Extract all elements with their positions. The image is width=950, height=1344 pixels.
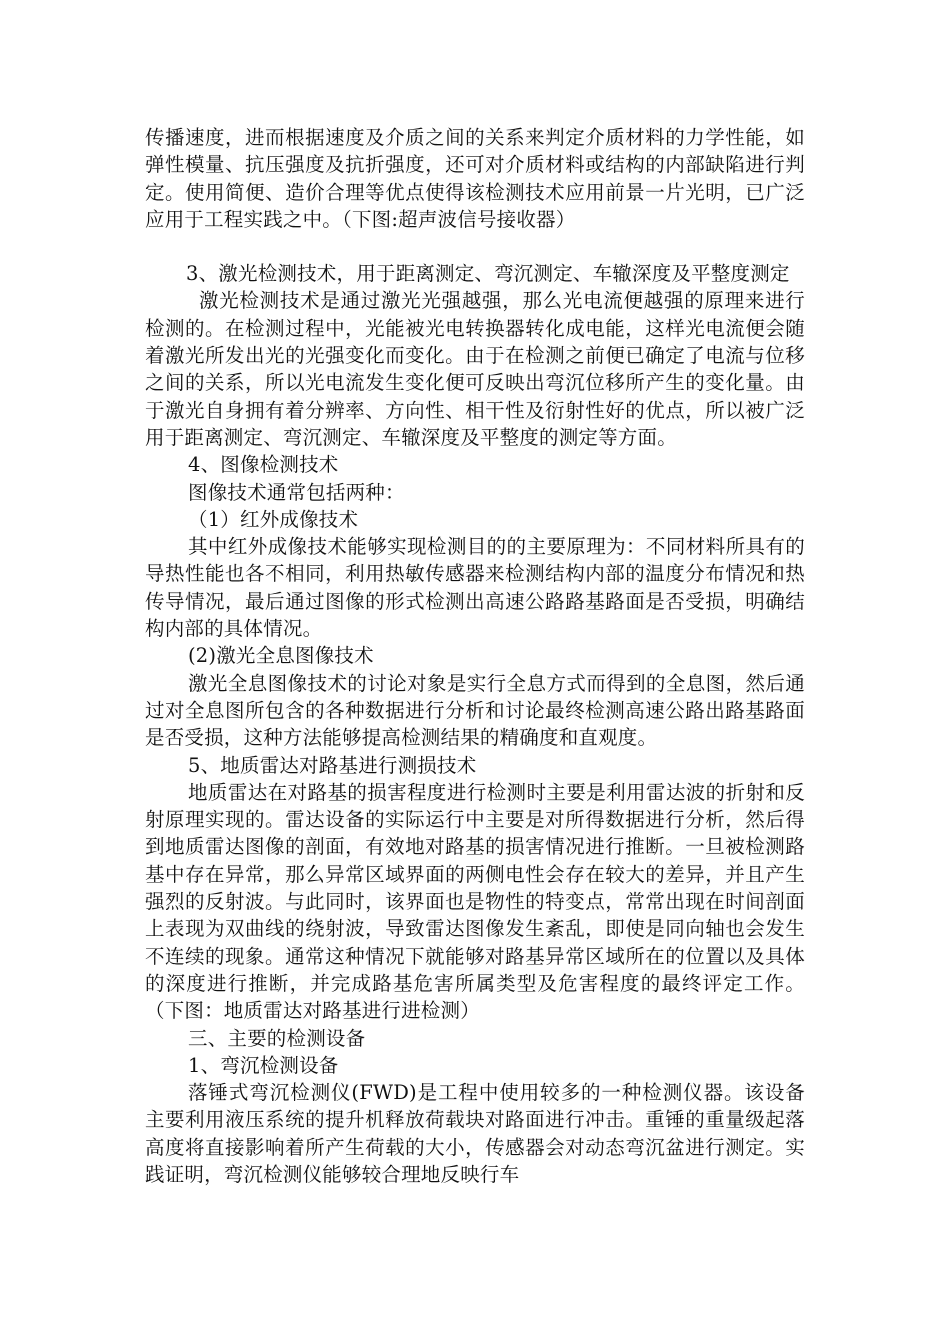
paragraph-ultrasonic-continued: 传播速度，进而根据速度及介质之间的关系来判定介质材料的力学性能，如弹性模量、抗压强度及抗折强度，还可对介质材料或结构的内部缺陷进行判定。使用简便、造价合理等优点使得该检测技术应用前景一片光明，已广泛应用于工程实践之中。（下图:超声波信号接收器） <box>145 126 805 231</box>
heading-deflection-equipment: 1、弯沉检测设备 <box>188 1053 339 1077</box>
paragraph-gap <box>145 233 805 260</box>
heading-image-detection: 4、图像检测技术 <box>188 453 339 477</box>
paragraph-laser-holography: 激光全息图像技术的讨论对象是实行全息方式而得到的全息图，然后通过对全息图所包含的各种数据进行分析和讨论最终检测高速公路出路基路面是否受损，这种方法能够提高检测结果的精确度和直观度。 <box>145 671 805 750</box>
document-body <box>145 124 805 1188</box>
heading-infrared-imaging: （1）红外成像技术 <box>188 507 359 531</box>
heading-laser-holography: (2)激光全息图像技术 <box>188 644 374 668</box>
paragraph-fwd: 落锤式弯沉检测仪(FWD)是工程中使用较多的一种检测仪器。该设备主要利用液压系统的提升机释放荷载块对路面进行冲击。重锤的重量级起落高度将直接影响着所产生荷载的大小，传感器会对动态弯沉盆进行测定。实践证明，弯沉检测仪能够较合理地反映行车 <box>145 1081 805 1186</box>
heading-main-equipment: 三、主要的检测设备 <box>188 1026 366 1050</box>
heading-geological-radar: 5、地质雷达对路基进行测损技术 <box>188 753 477 777</box>
heading-laser-detection: 3、激光检测技术，用于距离测定、弯沉测定、车辙深度及平整度测定 <box>186 262 790 286</box>
paragraph-laser-detection: 激光检测技术是通过激光光强越强，那么光电流便越强的原理来进行检测的。在检测过程中，光能被光电转换器转化成电能，这样光电流便会随着激光所发出光的光强变化而变化。由于在检测之前便已确定了电流与位移之间的关系，所以光电流发生变化便可反映出弯沉位移所产生的变化量。由于激光自身拥有着分辨率、方向性、相干性及衍射性好的优点，所以被广泛用于距离测定、弯沉测定、车辙深度及平整度的测定等方面。 <box>145 289 805 449</box>
paragraph-infrared-imaging: 其中红外成像技术能够实现检测目的的主要原理为：不同材料所具有的导热性能也各不相同，利用热敏传感器来检测结构内部的温度分布情况和热传导情况，最后通过图像的形式检测出高速公路路基路面是否受损，明确结构内部的具体情况。 <box>145 535 805 641</box>
paragraph-image-intro: 图像技术通常包括两种： <box>188 480 405 504</box>
paragraph-geological-radar: 地质雷达在对路基的损害程度进行检测时主要是利用雷达波的折射和反射原理实现的。雷达设备的实际运行中主要是对所得数据进行分析，然后得到地质雷达图像的剖面，有效地对路基的损害情况进行推断。一旦被检测路基中存在异常，那么异常区域界面的两侧电性会存在较大的差异，并且产生强烈的反射波。与此同时，该界面也是物性的特变点，常常出现在时间剖面上表现为双曲线的绕射波，导致雷达图像发生紊乱，即使是同向轴也会发生不连续的现象。通常这种情况下就能够对路基异常区域所在的位置以及具体的深度进行推断，并完成路基危害所属类型及危害程度的最终评定工作。（下图：地质雷达对路基进行进检测） <box>145 780 805 1023</box>
